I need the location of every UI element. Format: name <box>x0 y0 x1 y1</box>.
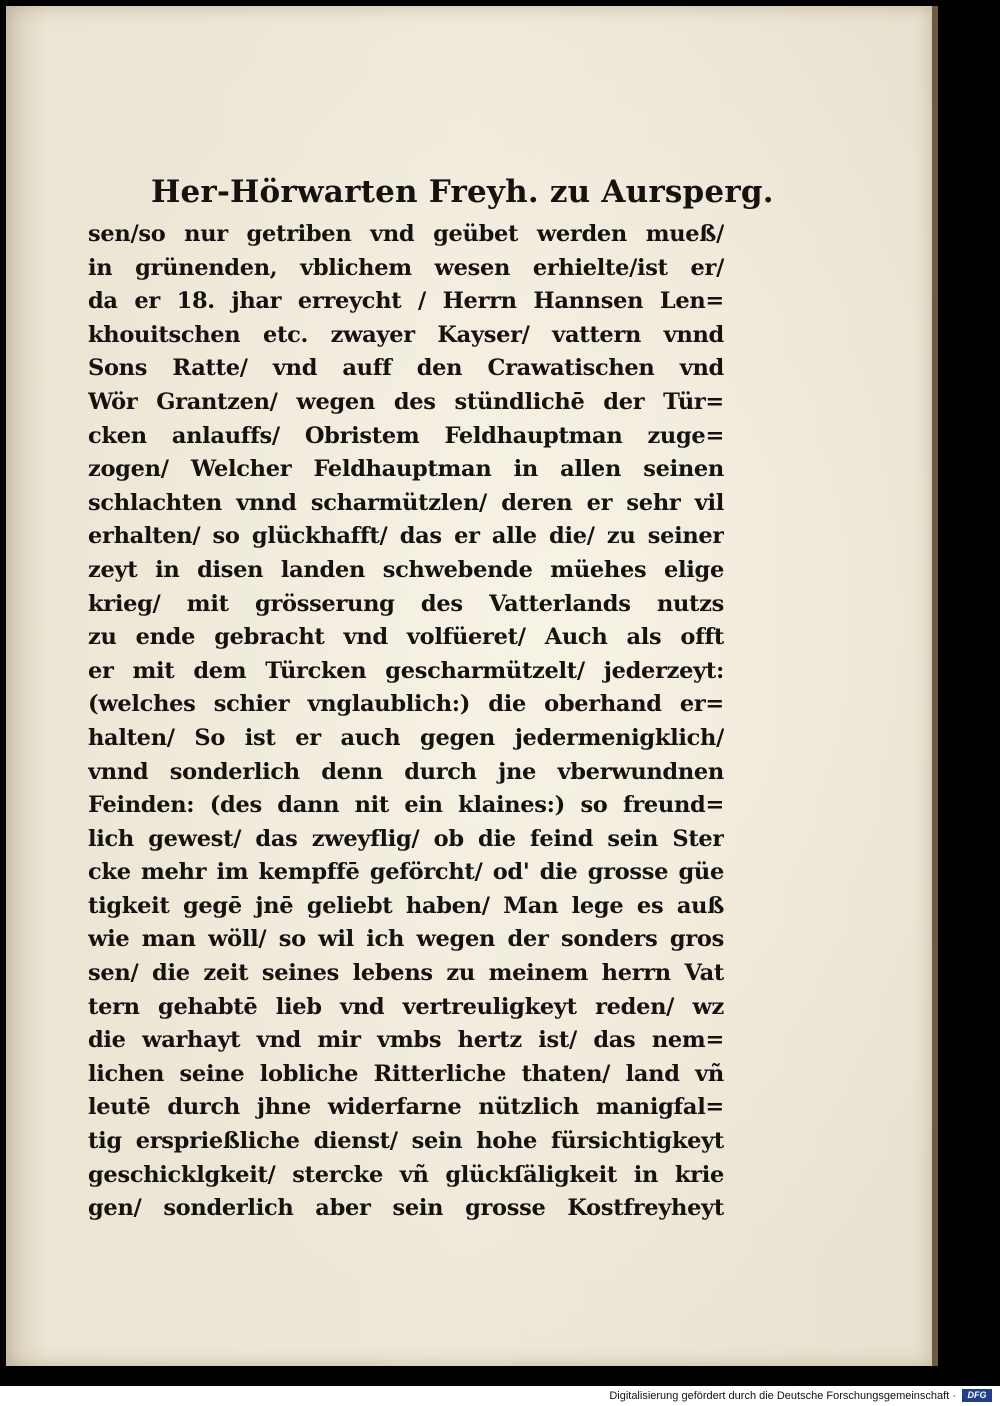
text-line: sen/ die zeit seines lebens zu meinem herrn Vat <box>88 960 724 987</box>
dfg-logo-icon: DFG <box>962 1389 992 1402</box>
body-text <box>88 218 724 1226</box>
running-head: Her-Hörwarten Freyh. zu Aursperg. <box>151 174 774 210</box>
text-line: zeyt in disen landen schwebende müehes elige <box>88 556 724 583</box>
text-line: lichen seine lobliche Ritterliche thaten/ land vñ <box>88 1060 724 1087</box>
text-line: Wör Grantzen/ wegen des stündlichē der Tür= <box>88 388 724 415</box>
text-line: geschicklgkeit/ stercke vñ glückſäligkeit in krie <box>88 1161 724 1188</box>
text-line: er mit dem Türcken gescharmützelt/ jederzeyt: <box>88 657 724 684</box>
text-line: khouitschen etc. zwayer Kayser/ vattern vnnd <box>88 321 724 348</box>
text-line: tigkeit gegē jnē geliebt haben/ Man lege es auß <box>88 892 724 919</box>
text-line: lich gewest/ das zweyflig/ ob die feind sein Ster <box>88 825 724 852</box>
text-line: vnnd sonderlich denn durch jne vberwundnen <box>88 758 724 785</box>
text-line: halten/ So ist er auch gegen jedermenigklich/ <box>88 724 724 751</box>
text-line: die warhayt vnd mir vmbs hertz ist/ das nem= <box>88 1027 724 1054</box>
footer-bar <box>0 1386 1000 1406</box>
text-line: tig ersprießliche dienst/ sein hohe fürsichtigkeyt <box>88 1128 724 1155</box>
text-line: zogen/ Welcher Feldhauptman in allen seinen <box>88 456 724 483</box>
text-line: erhalten/ so glückhafft/ das er alle die/ zu seiner <box>88 523 724 550</box>
text-line: tern gehabtē lieb vnd vertreuligkeyt reden/ wz <box>88 993 724 1020</box>
text-line: wie man wöll/ so wil ich wegen der sonders gros <box>88 926 724 953</box>
text-line: krieg/ mit grösserung des Vatterlands nutzs <box>88 590 724 617</box>
text-line: leutē durch jhne widerfarne nützlich manigfal= <box>88 1094 724 1121</box>
text-line: sen/so nur getriben vnd geübet werden mueß/ <box>88 221 724 247</box>
text-line: in grünenden, vblichem wesen erhielte/ist er/ <box>88 254 724 281</box>
funding-note: Digitalisierung gefördert durch die Deutsche Forschungsgemeinschaft · <box>609 1390 956 1402</box>
text-line: Feinden: (des dann nit ein klaines:) so freund= <box>88 792 724 819</box>
text-line: zu ende gebracht vnd volfüeret/ Auch als offt <box>88 624 724 651</box>
text-line: gen/ sonderlich aber sein grosse Kostfreyheyt <box>88 1195 724 1222</box>
book-page <box>6 6 938 1366</box>
text-line: cke mehr im kempffē geförcht/ od' die grosse güe <box>88 859 724 886</box>
text-line: schlachten vnnd scharmützlen/ deren er sehr vil <box>88 489 724 516</box>
text-line: cken anlauffs/ Obristem Feldhauptman zuge= <box>88 422 724 449</box>
text-line: da er 18. jhar erreycht / Herrn Hannsen Len= <box>88 288 724 315</box>
text-line: Sons Ratte/ vnd auff den Crawatischen vnd <box>88 355 724 382</box>
text-line: (welches schier vnglaublich:) die oberhand er= <box>88 691 724 718</box>
